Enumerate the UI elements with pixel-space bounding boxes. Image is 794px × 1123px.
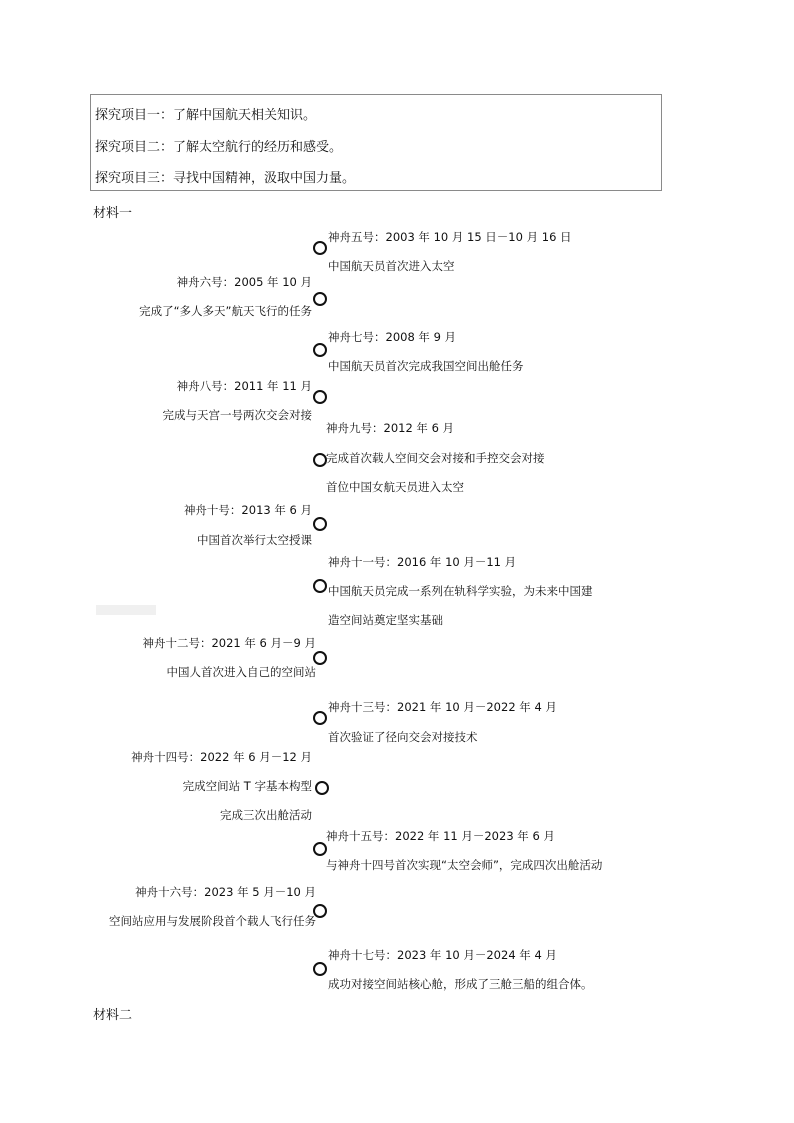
timeline-node-icon xyxy=(313,390,327,404)
timeline-title: 神舟十号：2013 年 6 月 xyxy=(183,503,312,517)
timeline-node-icon xyxy=(313,651,327,665)
timeline-desc: 中国首次举行太空授课 xyxy=(197,533,312,547)
timeline-title: 神舟九号：2012 年 6 月 xyxy=(326,421,455,435)
timeline-title: 神舟六号：2005 年 10 月 xyxy=(176,275,312,289)
project-item-3: 探究项目三：寻找中国精神，汲取中国力量。 xyxy=(95,171,356,186)
timeline-title: 神舟七号：2008 年 9 月 xyxy=(328,330,457,344)
timeline-desc: 完成与天宫一号两次交会对接 xyxy=(162,408,312,422)
timeline-title: 神舟十二号：2021 年 6 月－9 月 xyxy=(142,636,316,650)
project-box xyxy=(90,94,662,191)
timeline-node-icon xyxy=(313,962,327,976)
timeline-node-icon xyxy=(313,517,327,531)
timeline-title: 神舟十四号：2022 年 6 月－12 月 xyxy=(131,750,312,764)
material-two-heading: 材料二 xyxy=(93,1008,133,1023)
timeline-title: 神舟十七号：2023 年 10 月－2024 年 4 月 xyxy=(328,948,557,962)
timeline-desc: 完成三次出舱活动 xyxy=(220,808,312,822)
timeline-title: 神舟八号：2011 年 11 月 xyxy=(176,379,312,393)
timeline-title: 神舟十三号：2021 年 10 月－2022 年 4 月 xyxy=(328,700,557,714)
timeline-title: 神舟十五号：2022 年 11 月－2023 年 6 月 xyxy=(326,829,555,843)
timeline-desc: 中国航天员首次完成我国空间出舱任务 xyxy=(328,359,524,373)
timeline-desc: 与神舟十四号首次实现“太空会师”，完成四次出舱活动 xyxy=(326,858,603,872)
timeline-desc: 完成首次载人空间交会对接和手控交会对接 xyxy=(326,451,545,465)
project-item-1: 探究项目一：了解中国航天相关知识。 xyxy=(95,108,317,123)
faint-mark xyxy=(96,605,156,615)
timeline-desc: 中国航天员完成一系列在轨科学实验，为未来中国建 xyxy=(328,584,593,598)
timeline-desc: 首次验证了径向交会对接技术 xyxy=(328,730,478,744)
timeline-desc: 中国人首次进入自己的空间站 xyxy=(166,665,316,679)
timeline-node-icon xyxy=(313,343,327,357)
timeline-desc: 完成空间站 T 字基本构型 xyxy=(182,779,312,793)
timeline-node-icon xyxy=(313,241,327,255)
timeline-desc: 造空间站奠定坚实基础 xyxy=(328,613,443,627)
timeline-node-icon xyxy=(313,292,327,306)
timeline-node-icon xyxy=(313,453,327,467)
timeline-title: 神舟五号：2003 年 10 月 15 日－10 月 16 日 xyxy=(328,230,572,244)
timeline-node-icon xyxy=(313,842,327,856)
material-one-heading: 材料一 xyxy=(93,206,133,221)
timeline-title: 神舟十六号：2023 年 5 月－10 月 xyxy=(135,885,316,899)
project-item-2: 探究项目二：了解太空航行的经历和感受。 xyxy=(95,140,343,155)
timeline-title: 神舟十一号：2016 年 10 月－11 月 xyxy=(328,555,517,569)
timeline-node-icon xyxy=(315,781,329,795)
timeline-node-icon xyxy=(313,579,327,593)
timeline-desc: 空间站应用与发展阶段首个载人飞行任务 xyxy=(109,914,316,928)
timeline-desc: 成功对接空间站核心舱，形成了三舱三船的组合体。 xyxy=(328,977,593,991)
timeline-desc: 中国航天员首次进入太空 xyxy=(328,259,455,273)
timeline-desc: 首位中国女航天员进入太空 xyxy=(326,480,464,494)
timeline-desc: 完成了“多人多天”航天飞行的任务 xyxy=(139,304,312,318)
timeline-node-icon xyxy=(313,711,327,725)
